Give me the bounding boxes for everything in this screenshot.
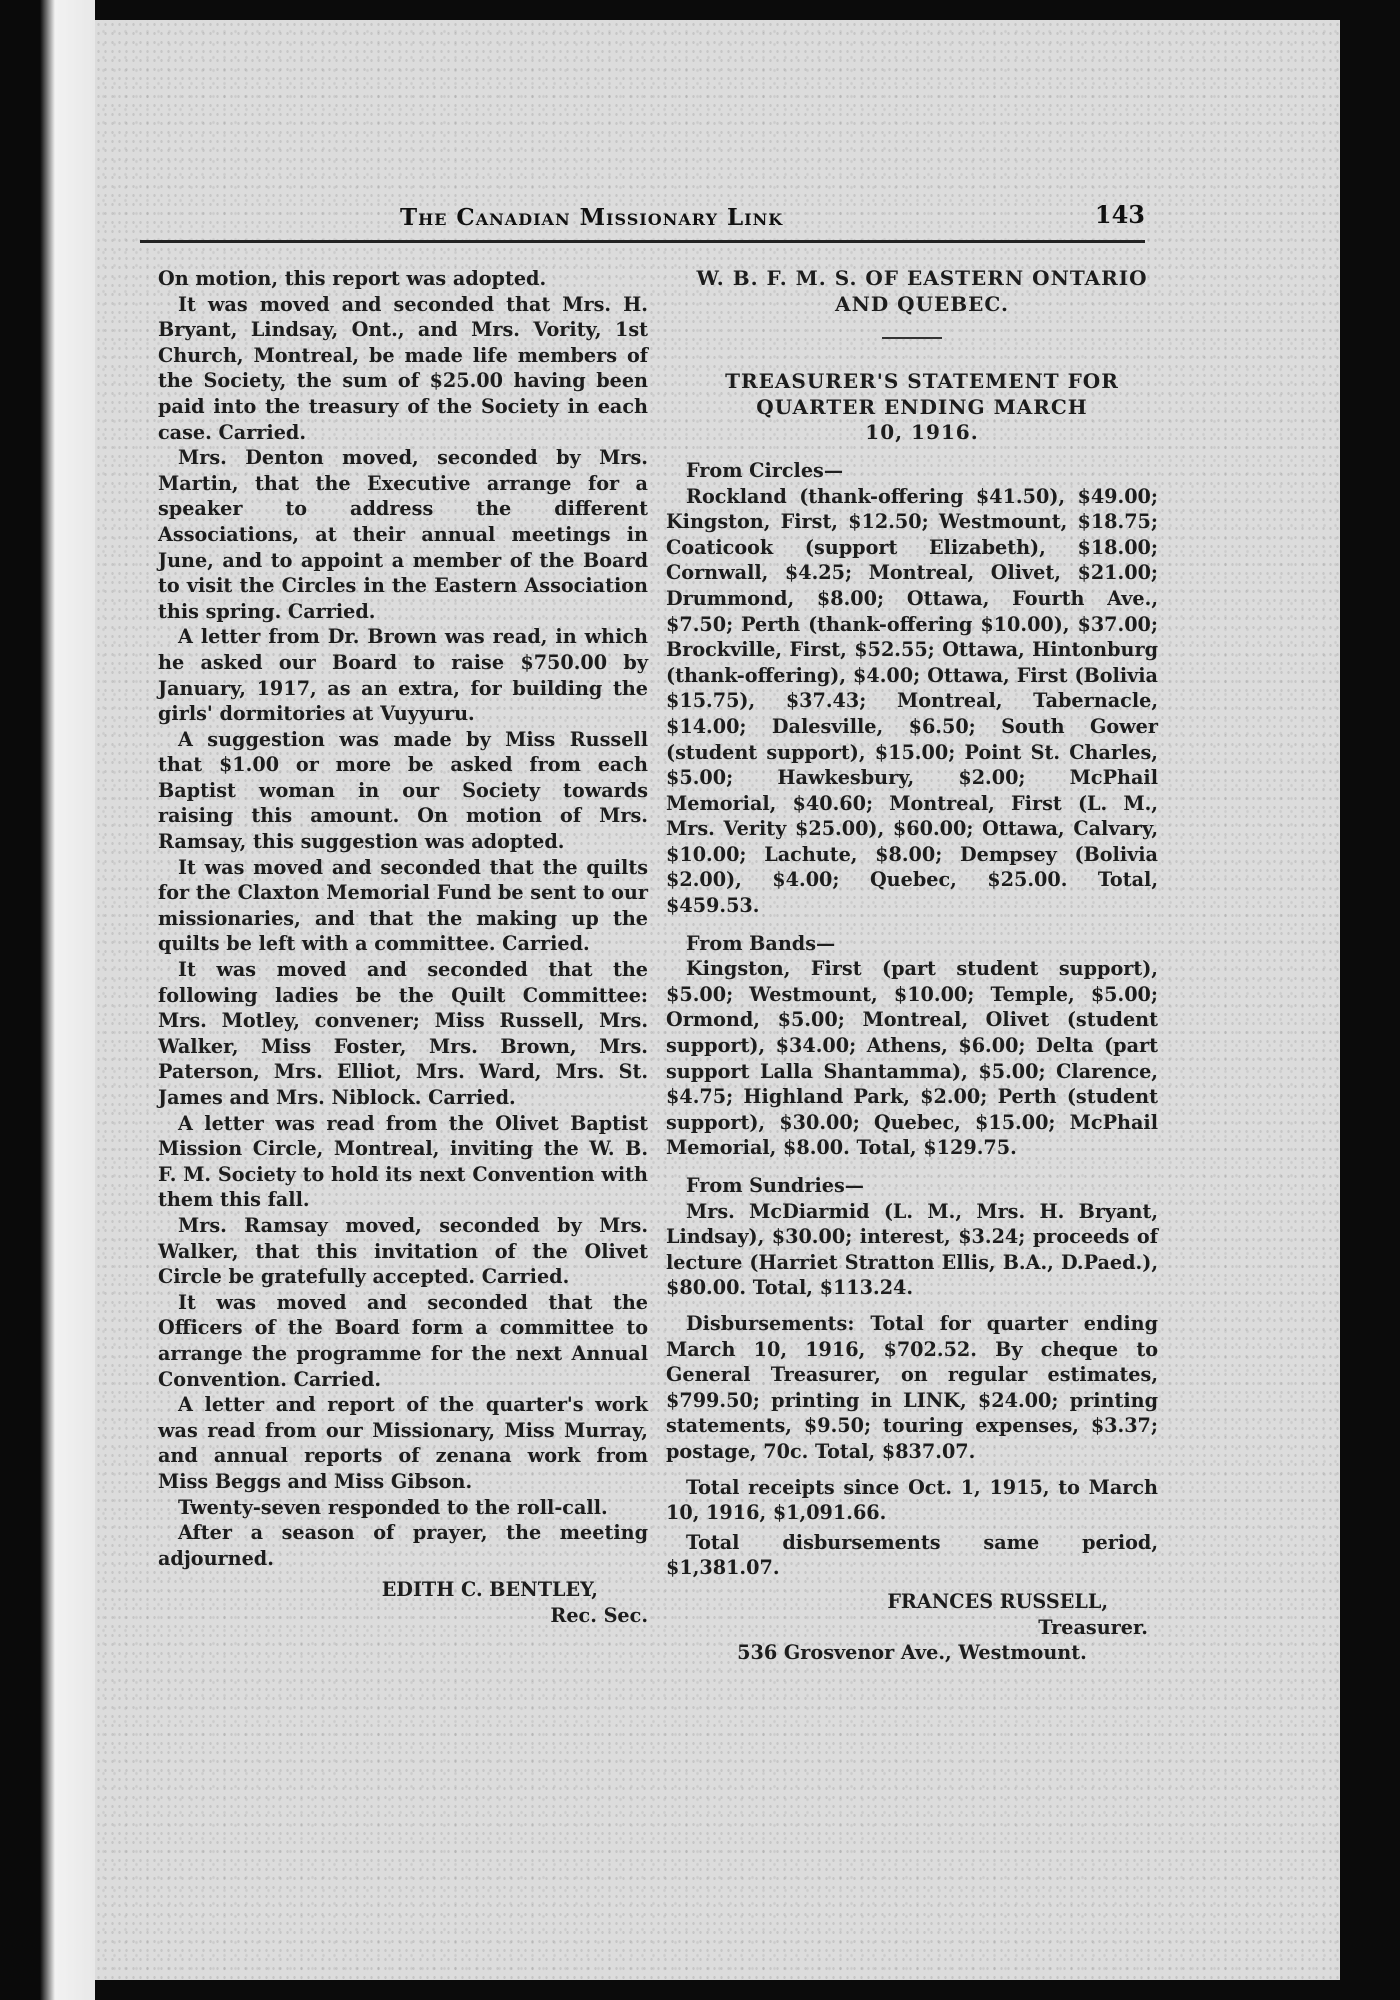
- statement-heading-line1: TREASURER'S STATEMENT FOR: [725, 369, 1119, 394]
- section-divider: [882, 337, 942, 339]
- statement-heading-line2: QUARTER ENDING MARCH: [756, 394, 1088, 419]
- bands-receipts: Kingston, First (part student support), $5.00; Westmount, $10.00; Temple, $5.00; Ormond, $5.00; Montreal, Olivet (student support), $34.00; Athens, $6.00; Delta (part support Lalla Shantamma), $5.00; Clarence, $4.75; Highland Park, $2.00; Perth (student support), $30.00; Quebec, $15.00; McPhail Memorial, $8.00. Total, $129.75.: [666, 957, 1158, 1160]
- total-receipts-paragraph: Total receipts since Oct. 1, 1915, to March 10, 1916, $1,091.66.: [666, 1475, 1158, 1525]
- minutes-paragraph: It was moved and seconded that the Officers of the Board form a committee to arrange the programme for the next Annual Convention. Carried.: [158, 1290, 648, 1391]
- minutes-paragraph: After a season of prayer, the meeting adjourned.: [158, 1521, 648, 1570]
- society-heading-line2: AND QUEBEC.: [835, 291, 1009, 316]
- sundries-label: From Sundries—: [686, 1174, 864, 1197]
- minutes-paragraph: A letter was read from the Olivet Baptist Mission Circle, Montreal, inviting the W. B. F. M. Society to hold its next Convention with them this fall.: [158, 1111, 648, 1212]
- minutes-paragraph: It was moved and seconded that Mrs. H. Bryant, Lindsay, Ont., and Mrs. Vority, 1st Church, Montreal, be made life members of the Society, the sum of $25.00 having been paid into the treasury of the Society in each case. Carried.: [158, 292, 648, 444]
- minutes-paragraph: A letter from Dr. Brown was read, in which he asked our Board to raise $750.00 by January, 1917, as an extra, for building the girls' dormitories at Vuyyuru.: [158, 625, 648, 726]
- statement-heading-line3: 10, 1916.: [865, 420, 979, 445]
- page-number: 143: [1094, 200, 1145, 229]
- scan-left-margin: [0, 0, 95, 2000]
- secretary-signature: [158, 1577, 648, 1628]
- page-header: [140, 200, 1145, 243]
- minutes-paragraph: Twenty-seven responded to the roll-call.: [178, 1495, 608, 1519]
- minutes-paragraph: A letter and report of the quarter's work was read from our Missionary, Miss Murray, and annual reports of zenana work from Miss Beggs and Miss Gibson.: [158, 1393, 648, 1493]
- left-column: [158, 266, 648, 1628]
- bands-label: From Bands—: [686, 931, 836, 955]
- total-disbursements-paragraph: Total disbursements same period, $1,381.07.: [666, 1530, 1158, 1580]
- minutes-paragraph: Mrs. Denton moved, seconded by Mrs. Martin, that the Executive arrange for a speaker to address the different Associations, at their annual meetings in June, and to appoint a member of the Board to visit the Circles in the Eastern Association this spring. Carried.: [158, 446, 648, 623]
- secretary-name: EDITH C. BENTLEY,: [381, 1578, 598, 1602]
- circles-receipts: Rockland (thank-offering $41.50), $49.00; Kingston, First, $12.50; Westmount, $18.75; Coaticook (support Elizabeth), $18.00; Cornwall, $4.25; Montreal, Olivet, $21.00; Drummond, $8.00; Ottawa, Fourth Ave., $7.50; Perth (thank-offering $10.00), $37.00; Brockville, First, $52.55; Ottawa, Hintonburg (thank-offering), $4.00; Ottawa, First (Bolivia $15.75), $37.43; Montreal, Tabernacle, $14.00; Dalesville, $6.50; South Gower (student support), $15.00; Point St. Charles, $5.00; Hawkesbury, $2.00; McPhail Memorial, $40.60; Montreal, First (L. M., Mrs. Verity $25.00), $60.00; Ottawa, Calvary, $10.00; Lachute, $8.00; Dempsey (Bolivia $2.00), $4.00; Quebec, $25.00. Total, $459.53.: [666, 484, 1158, 918]
- minutes-paragraph: On motion, this report was adopted.: [158, 267, 547, 290]
- society-heading-line1: W. B. F. M. S. OF EASTERN ONTARIO: [696, 266, 1148, 290]
- treasurer-signature: [666, 1589, 1158, 1666]
- minutes-paragraph: It was moved and seconded that the quilts for the Claxton Memorial Fund be sent to our missionaries, and that the making up the quilts be left with a committee. Carried.: [158, 855, 648, 956]
- journal-title: The Canadian Missionary Link: [400, 204, 784, 231]
- right-column: [666, 266, 1158, 1666]
- treasurer-role: Treasurer.: [1038, 1615, 1148, 1639]
- disbursements-paragraph: Disbursements: Total for quarter ending March 10, 1916, $702.52. By cheque to General Treasurer, on regular estimates, $799.50; printing in LINK, $24.00; printing statements, $9.50; touring expenses, $3.37; postage, 70c. Total, $837.07.: [666, 1311, 1158, 1463]
- scan-right-edge: [1340, 0, 1400, 2000]
- sundries-receipts: Mrs. McDiarmid (L. M., Mrs. H. Bryant, Lindsay), $30.00; interest, $3.24; proceeds of lecture (Harriet Stratton Ellis, B.A., D.Paed.), $80.00. Total, $113.24.: [666, 1199, 1158, 1300]
- minutes-paragraph: Mrs. Ramsay moved, seconded by Mrs. Walker, that this invitation of the Olivet Circle be gratefully accepted. Carried.: [158, 1213, 648, 1289]
- treasurer-address: 536 Grosvenor Ave., Westmount.: [737, 1641, 1087, 1665]
- treasurer-name: FRANCES RUSSELL,: [887, 1589, 1108, 1613]
- minutes-paragraph: A suggestion was made by Miss Russell that $1.00 or more be asked from each Baptist woman in our Society towards raising this amount. On motion of Mrs. Ramsay, this suggestion was adopted.: [158, 727, 648, 854]
- minutes-paragraph: It was moved and seconded that the following ladies be the Quilt Committee: Mrs. Motley, convener; Miss Russell, Mrs. Walker, Miss Foster, Mrs. Brown, Mrs. Paterson, Mrs. Elliot, Mrs. Ward, Mrs. St. James and Mrs. Niblock. Carried.: [158, 958, 648, 1109]
- secretary-role: Rec. Sec.: [550, 1603, 648, 1627]
- circles-label: From Circles—: [686, 458, 844, 482]
